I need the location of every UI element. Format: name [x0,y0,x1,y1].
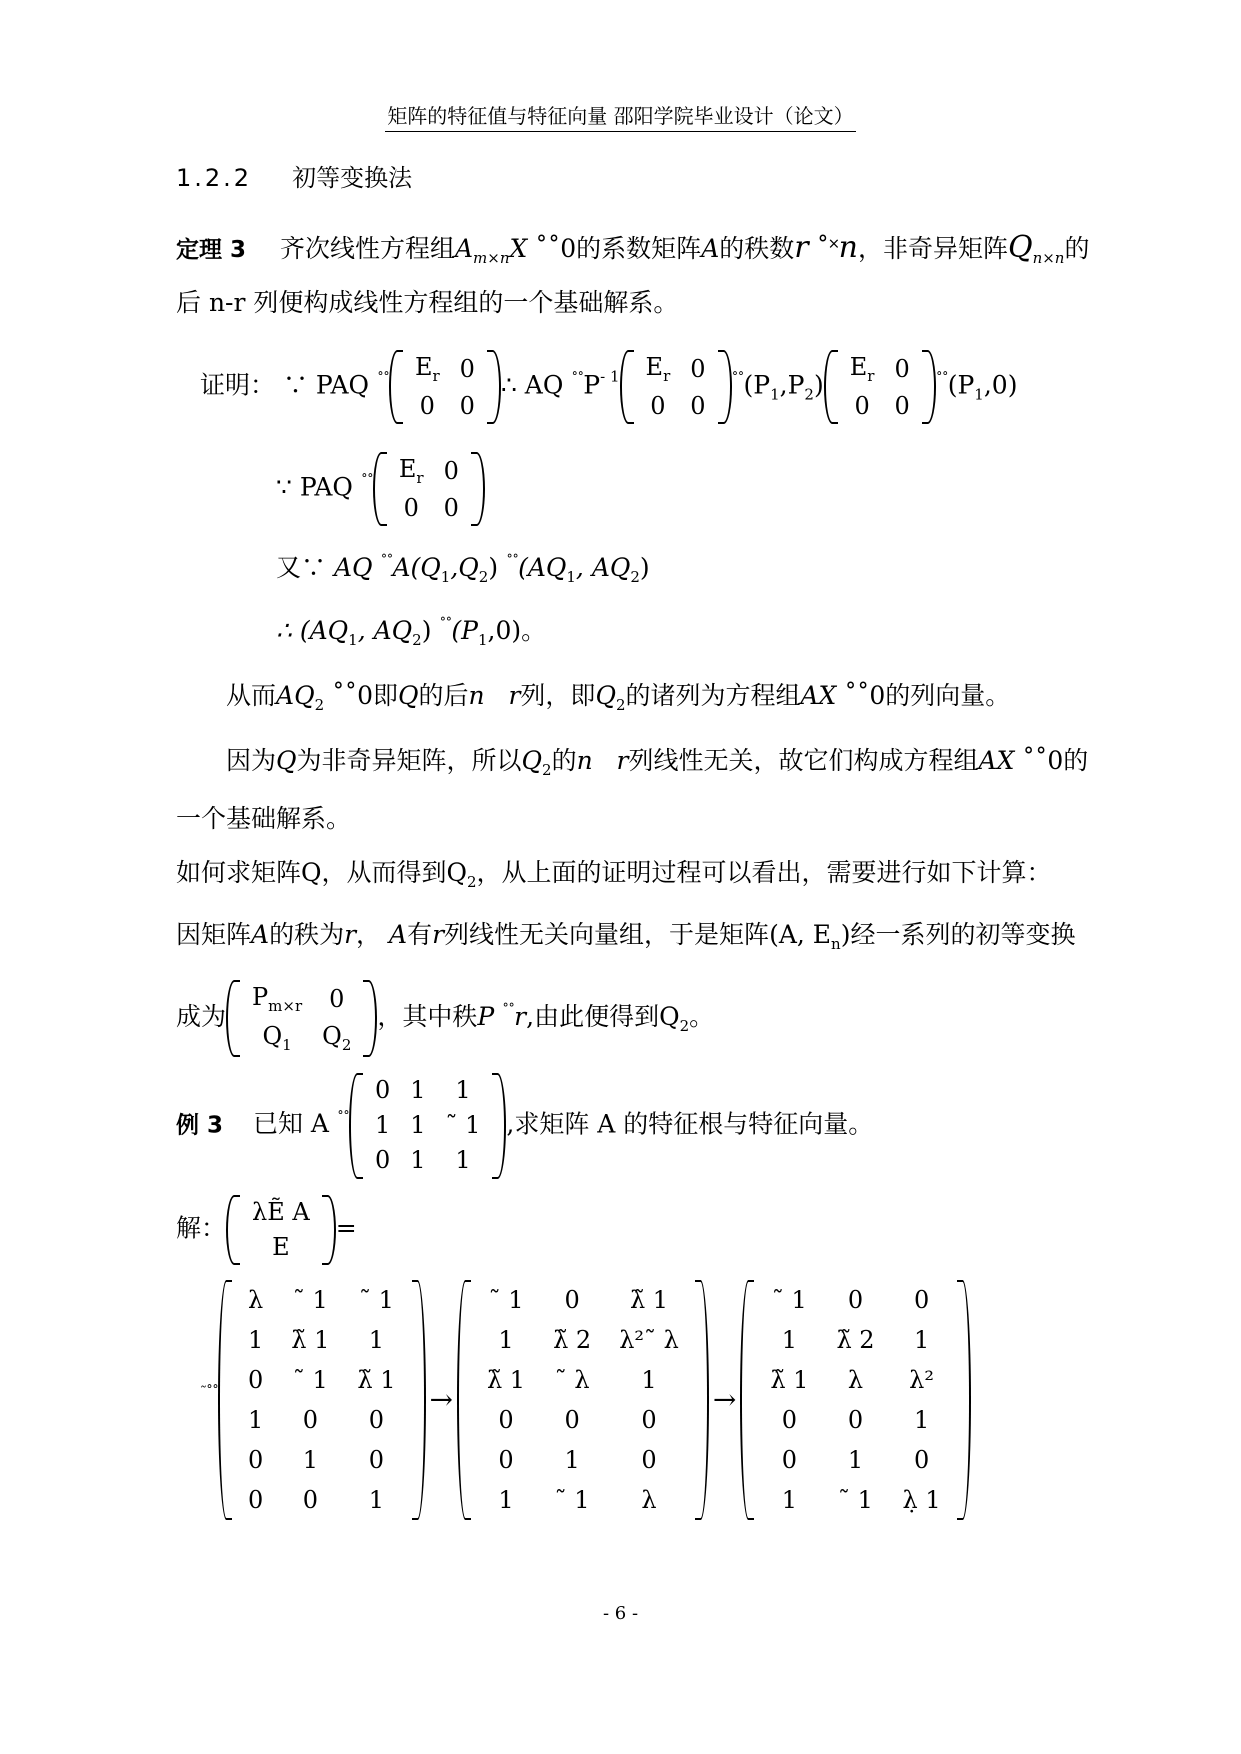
matrix-cell: ˜ 1 [358,1286,394,1314]
section-heading [176,158,412,193]
proof-line-4: ∴ ($AQ_1$, $AQ_2$) $^{˚˚}(P_1,0)$。 [276,616,547,649]
matrix-cell: ˜ 1 [488,1286,524,1314]
matrix-cell: ˜ 1 [292,1286,328,1314]
matrix-er-block: $E_r$ 0 0 0 [373,452,485,526]
theorem-line-2: 后 n-r 列便构成线性方程组的一个基础解系。 [176,288,679,317]
paragraph-4: 因矩阵A的秩为r， A有r列线性无关向量组，于是矩阵(A, $E_n$)经一系列的初等变换 [176,920,1076,953]
matrix-cell: 1 [248,1326,264,1355]
matrix-cell: λ̃ 1 [291,1326,330,1355]
page-header: 矩阵的特征值与特征向量 邵阳学院毕业设计（论文） [0,100,1241,129]
matrix-cell: λ [847,1366,864,1395]
arrow-icon: → [712,1383,737,1417]
section-number: 1.2.2 [176,164,253,192]
matrix-cell: 0 [847,1406,864,1435]
matrix-cell: 1 [498,1486,514,1515]
matrix-cell: ˜ 1 [445,1111,481,1140]
matrix-cell: 1 [302,1446,318,1475]
matrix-cell: 0 [641,1406,657,1435]
proof-line-2: ∵ PAQ ˚˚ $E_r$ 0 0 0 [276,452,485,526]
matrix-cell: 1 [455,1146,471,1175]
matrix-cell: 0 [498,1446,514,1475]
matrix-cell: 0 [368,1406,385,1435]
matrix-cell: λ [248,1286,264,1314]
arrow-icon: → [429,1383,453,1417]
transform-matrices: ˜˚˚ λ ˜ 1 ˜ 1 1 λ̃ 1 1 0 ˜ 1 λ̃ 1 1 0 0 0 1 0 0 0 1 → ˜ 1 0 λ̃ 1 1 λ̃ 2 λ²˜ λ λ̃ 1 ˜ λ 1 0 0 0 0 1 0 1 ˜ 1 λ → ˜ 1 0 0 1 λ̃ 2 1 λ̃ 1 λ λ² 0 0 1 0 1 0 1 ˜ 1 λ̣ 1 [200,1280,971,1520]
matrix-cell: λ̃ 2 [836,1326,875,1355]
matrix-er-block: $E_r$ 0 0 0 [824,350,936,424]
matrix-cell: 0 [564,1286,580,1314]
paragraph-5: 成为 $P_{m\times r}$ 0 $Q_1$ $Q_2$ ，其中秩P ˚˚r,由此便得到$Q_2$。 [176,980,714,1057]
section-title: 初等变换法 [292,164,413,192]
matrix-cell: λ̃ 1 [486,1366,526,1395]
matrix-step-2 [457,1280,709,1520]
paragraph-2-cont: 一个基础解系。 [176,804,352,833]
matrix-cell: 1 [847,1446,864,1475]
matrix-cell: 1 [410,1076,426,1104]
theorem-label: 定理 3 [176,237,247,263]
matrix-cell: 1 [564,1446,580,1475]
matrix-cell: 0 [302,1486,318,1515]
paragraph-2: 因为Q为非奇异矩阵，所以$Q_2$的n r列线性无关，故它们构成方程组AX ˚˚0的 [226,746,1089,779]
matrix-cell: 1 [368,1326,385,1355]
matrix-cell: 0 [248,1366,264,1395]
solution-label-line: 解： λẼ A E = [176,1195,357,1265]
matrix-cell: 1 [781,1326,798,1355]
matrix-cell: 0 [781,1446,798,1475]
matrix-cell: λ [641,1486,657,1515]
proof-label: 证明： [200,370,276,400]
matrix-cell: ˜ 1 [771,1286,807,1314]
matrix-cell: 0 [374,1076,391,1104]
example-label: 例 3 [176,1112,224,1139]
matrix-cell: 1 [368,1486,385,1515]
theorem-line-1: 定理 3 齐次线性方程组$A_{m\times n}X$ ˚˚0的系数矩阵A的秩数r ˚˟n，非奇异矩阵$Q_{n\times n}$的 [176,230,1090,267]
matrix-cell: ˜ 1 [838,1486,873,1515]
matrix-er-block: $E_r$ 0 0 0 [620,350,732,424]
matrix-cell: ˜ 1 [292,1366,328,1395]
matrix-cell: ˜ 1 [554,1486,590,1515]
matrix-er-block: $E_r$ 0 0 0 [389,350,501,424]
matrix-cell: λ̃ 1 [770,1366,809,1395]
matrix-cell: λ̣ 1 [902,1486,941,1515]
matrix-cell: 0 [368,1446,385,1475]
matrix-cell: 1 [641,1366,657,1395]
matrix-cell: 0 [248,1446,264,1475]
matrix-cell: 0 [847,1286,864,1314]
example-3: 例 3 已知 A ˚˚ 0 1 1 1 1 ˜ 1 0 1 1 ,求矩阵 A 的特征根与特征向量。 [176,1073,873,1179]
matrix-cell: 1 [248,1406,264,1435]
matrix-cell: 0 [248,1486,264,1515]
matrix-cell: 1 [455,1076,471,1104]
matrix-cell: 0 [913,1446,930,1475]
matrix-cell: 0 [641,1446,657,1475]
matrix-cell: λ̃ 1 [357,1366,396,1395]
paragraph-3: 如何求矩阵Q，从而得到$Q_2$，从上面的证明过程可以看出，需要进行如下计算： [176,858,1052,891]
matrix-cell: 0 [781,1406,798,1435]
matrix-cell: λ² [909,1366,935,1395]
matrix-cell: 1 [410,1111,426,1140]
matrix-cell: 1 [913,1406,930,1435]
matrix-cell: 0 [913,1286,930,1314]
matrix-cell: 0 [374,1146,391,1175]
matrix-cell: 1 [781,1486,798,1515]
matrix-A [349,1073,506,1179]
matrix-step-3 [740,1280,970,1520]
matrix-pq-block: $P_{m\times r}$ 0 $Q_1$ $Q_2$ [226,980,377,1057]
matrix-cell: λ²˜ λ [619,1326,679,1355]
matrix-cell: 1 [410,1146,426,1175]
matrix-cell: 1 [913,1326,930,1355]
page-number: - 6 - [602,1603,639,1624]
paragraph-1: 从而$AQ_2$ ˚˚0即Q的后n r列，即$Q_2$的诸列为方程组AX ˚˚0的列向量。 [226,681,1011,714]
matrix-lambda-E: λẼ A E [226,1195,336,1265]
proof-line-3: 又∵ AQ $^{˚˚}A(Q_1,Q_2)$ $^{˚˚}(AQ_1$, $AQ_2$) [276,553,650,586]
matrix-cell: 0 [564,1406,580,1435]
matrix-cell: λ̃ 1 [629,1286,669,1314]
matrix-cell: ˜ λ [554,1366,590,1395]
matrix-cell: λ̃ 2 [553,1326,592,1355]
proof-line-1: 证明： ∵ PAQ ˚˚ $E_r$ 0 0 0 ∴ AQ $^{˚˚}P^{- 1}$ $E_r$ 0 0 0 $^{˚˚}(P_1,P_2)$ $E_r$ 0 0 0 $^{˚˚}(P_1,0)$ [200,350,1017,424]
matrix-step-1 [218,1280,426,1520]
matrix-cell: 1 [374,1111,391,1140]
matrix-cell: 0 [302,1406,318,1435]
matrix-cell: 1 [498,1326,514,1355]
matrix-cell: 0 [498,1406,514,1435]
